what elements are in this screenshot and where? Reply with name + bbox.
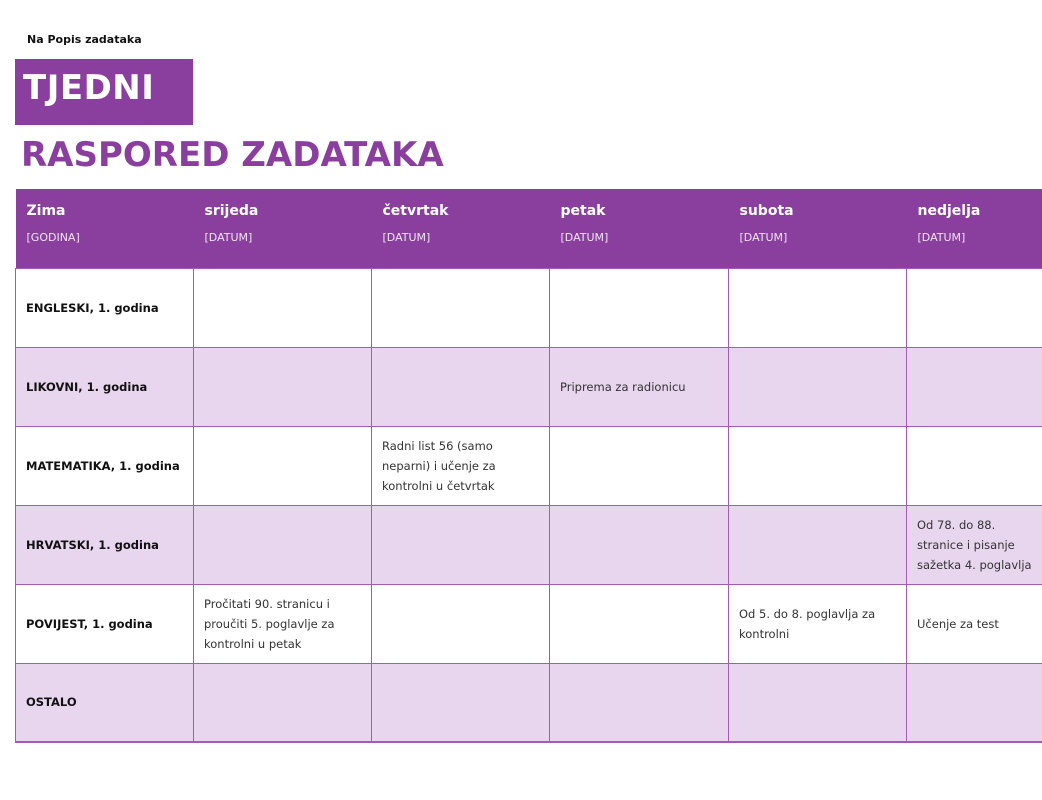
column-title: srijeda: [204, 203, 259, 219]
table-row: [16, 268, 1042, 347]
row-label[interactable]: ENGLESKI, 1. godina: [16, 268, 194, 347]
column-header-wednesday[interactable]: [194, 189, 372, 268]
table-cell[interactable]: [372, 268, 550, 347]
table-cell[interactable]: [729, 663, 907, 742]
table-cell[interactable]: [907, 347, 1042, 426]
table-cell[interactable]: Učenje za test: [907, 584, 1042, 663]
column-subtitle[interactable]: [DATUM]: [917, 231, 966, 244]
table-cell[interactable]: [194, 347, 372, 426]
table-cell[interactable]: [907, 663, 1042, 742]
table-cell[interactable]: [372, 663, 550, 742]
column-title: nedjelja: [917, 203, 981, 219]
column-header-saturday[interactable]: [729, 189, 907, 268]
table-cell[interactable]: Radni list 56 (samo neparni) i učenje za kontrolni u četvrtak: [372, 426, 550, 505]
weekly-schedule-table: [15, 189, 1042, 743]
column-subtitle[interactable]: [DATUM]: [382, 231, 431, 244]
table-cell[interactable]: [907, 426, 1042, 505]
row-label[interactable]: MATEMATIKA, 1. godina: [16, 426, 194, 505]
table-cell[interactable]: Pročitati 90. stranicu i proučiti 5. poglavlje za kontrolni u petak: [194, 584, 372, 663]
table-row: [16, 347, 1042, 426]
table-cell[interactable]: [907, 268, 1042, 347]
table-row: [16, 505, 1042, 584]
table-row: [16, 426, 1042, 505]
column-subtitle[interactable]: [DATUM]: [560, 231, 609, 244]
column-header-thursday[interactable]: [372, 189, 550, 268]
table-cell[interactable]: Od 5. do 8. poglavlja za kontrolni: [729, 584, 907, 663]
table-cell[interactable]: [729, 268, 907, 347]
task-list-link[interactable]: Na Popis zadataka: [27, 33, 142, 46]
table-cell[interactable]: [372, 347, 550, 426]
table-cell[interactable]: [194, 268, 372, 347]
row-label[interactable]: OSTALO: [16, 663, 194, 742]
title-banner: [15, 59, 193, 125]
table-cell[interactable]: [550, 505, 729, 584]
page-title: TJEDNI: [23, 68, 155, 108]
column-header-sunday[interactable]: [907, 189, 1042, 268]
table-row: [16, 663, 1042, 742]
table-cell[interactable]: [194, 505, 372, 584]
column-header-friday[interactable]: [550, 189, 729, 268]
table-cell[interactable]: [372, 505, 550, 584]
table-cell[interactable]: Od 78. do 88. stranice i pisanje sažetka 4. poglavlja: [907, 505, 1042, 584]
column-subtitle[interactable]: [GODINA]: [26, 231, 80, 244]
column-subtitle[interactable]: [DATUM]: [204, 231, 253, 244]
table-cell[interactable]: [550, 584, 729, 663]
column-title: petak: [560, 203, 606, 219]
table-cell[interactable]: Priprema za radionicu: [550, 347, 729, 426]
table-cell[interactable]: [729, 347, 907, 426]
row-label[interactable]: POVIJEST, 1. godina: [16, 584, 194, 663]
table-row: [16, 584, 1042, 663]
column-title: četvrtak: [382, 203, 449, 219]
table-cell[interactable]: [729, 426, 907, 505]
row-label[interactable]: LIKOVNI, 1. godina: [16, 347, 194, 426]
column-title: subota: [739, 203, 794, 219]
table-cell[interactable]: [194, 663, 372, 742]
row-label[interactable]: HRVATSKI, 1. godina: [16, 505, 194, 584]
table-cell[interactable]: [550, 426, 729, 505]
table-cell[interactable]: [194, 426, 372, 505]
table-cell[interactable]: [372, 584, 550, 663]
column-subtitle[interactable]: [DATUM]: [739, 231, 788, 244]
table-cell[interactable]: [550, 663, 729, 742]
column-title: Zima: [26, 203, 66, 219]
column-header-season[interactable]: [16, 189, 194, 268]
table-cell[interactable]: [729, 505, 907, 584]
table-cell[interactable]: [550, 268, 729, 347]
page-subtitle: RASPORED ZADATAKA: [21, 135, 444, 175]
table-header-row: [16, 189, 1042, 268]
